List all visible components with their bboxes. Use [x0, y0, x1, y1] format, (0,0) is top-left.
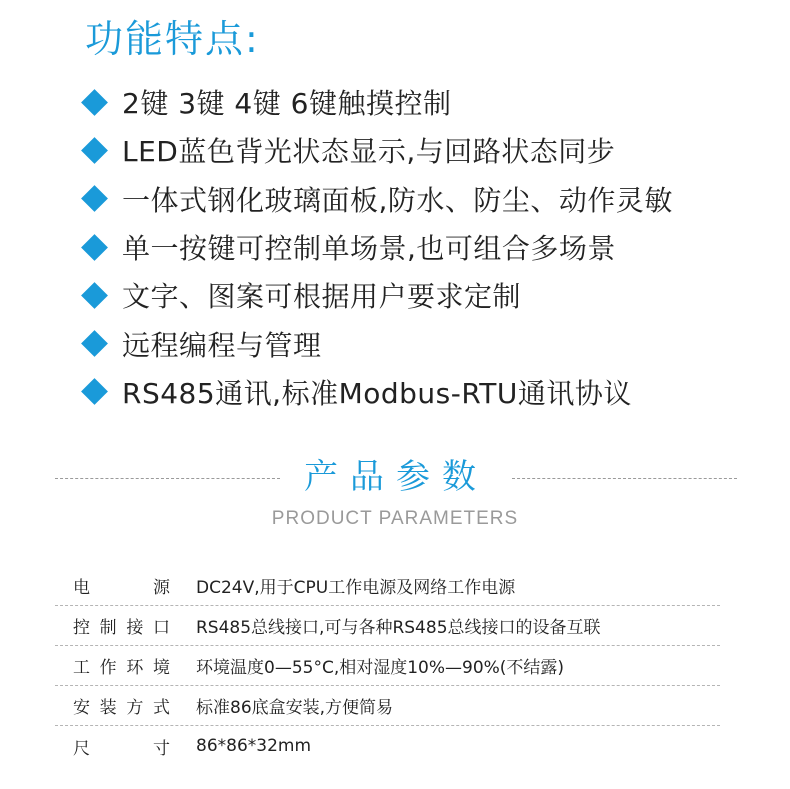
- params-row: [55, 686, 720, 726]
- diamond-bullet-icon: [81, 282, 108, 309]
- params-row: [55, 606, 720, 646]
- params-row: [55, 566, 720, 606]
- diamond-bullet-icon: [81, 89, 108, 116]
- features-title: 功能特点:: [85, 17, 260, 61]
- params-row: [55, 726, 720, 766]
- params-table: [55, 566, 720, 766]
- param-value: 86*86*32mm: [196, 736, 312, 756]
- feature-item: [82, 78, 673, 126]
- param-label: 工作环境: [73, 658, 170, 678]
- feature-item: [82, 368, 673, 416]
- diamond-bullet-icon: [81, 330, 108, 357]
- feature-text: LED蓝色背光状态显示,与回路状态同步: [122, 135, 616, 169]
- param-value: DC24V,用于CPU工作电源及网络工作电源: [196, 578, 516, 598]
- param-value: 标准86底盒安装,方便简易: [196, 698, 394, 718]
- diamond-bullet-icon: [81, 137, 108, 164]
- diamond-bullet-icon: [81, 234, 108, 261]
- feature-text: 2键 3键 4键 6键触摸控制: [122, 87, 452, 121]
- param-label: 控制接口: [73, 618, 170, 638]
- section-title: 产品参数: [304, 457, 488, 497]
- param-label: 安装方式: [73, 698, 170, 718]
- params-row: [55, 646, 720, 686]
- param-label: 尺寸: [73, 738, 170, 759]
- diamond-bullet-icon: [81, 378, 108, 405]
- section-subtitle: PRODUCT PARAMETERS: [271, 508, 519, 529]
- feature-item: [82, 175, 673, 223]
- feature-text: 远程编程与管理: [122, 328, 322, 362]
- feature-text: RS485通讯,标准Modbus-RTU通讯协议: [122, 376, 632, 410]
- feature-text: 单一按键可控制单场景,也可组合多场景: [122, 232, 616, 266]
- section-divider-left: [55, 478, 280, 479]
- feature-item: [82, 271, 673, 319]
- feature-item: [82, 319, 673, 367]
- param-value: 环境温度0—55°C,相对湿度10%—90%(不结露): [196, 658, 565, 678]
- features-list: [82, 78, 673, 416]
- feature-item: [82, 223, 673, 271]
- feature-text: 一体式钢化玻璃面板,防水、防尘、动作灵敏: [122, 183, 673, 217]
- diamond-bullet-icon: [81, 185, 108, 212]
- param-value: RS485总线接口,可与各种RS485总线接口的设备互联: [196, 618, 601, 638]
- section-divider-right: [512, 478, 737, 479]
- feature-item: [82, 126, 673, 174]
- feature-text: 文字、图案可根据用户要求定制: [122, 280, 522, 314]
- param-label: 电源: [73, 578, 170, 598]
